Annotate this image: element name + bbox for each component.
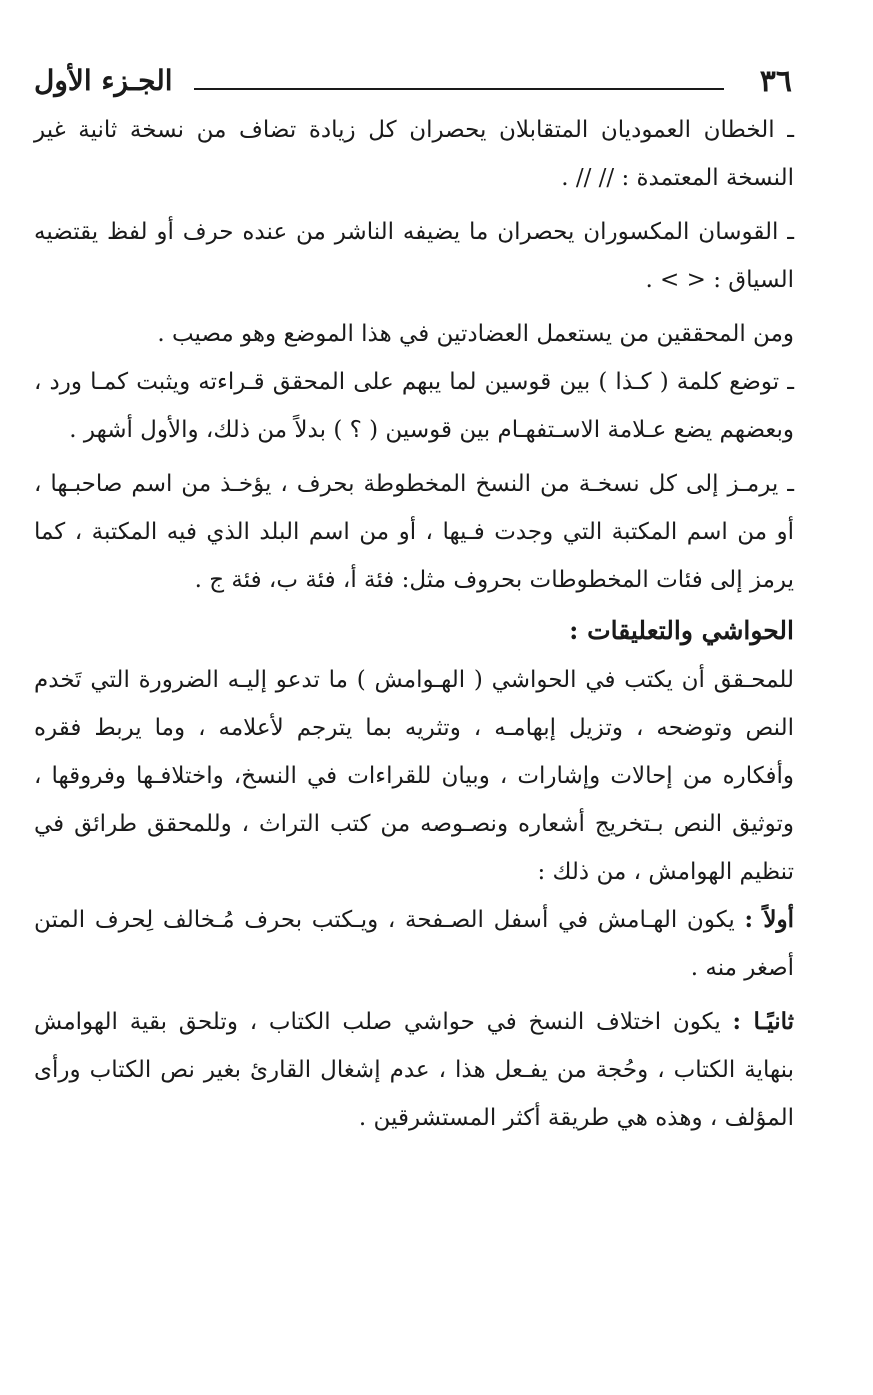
paragraph-manuscript-symbols: ـ يرمـز إلى كل نسخـة من النسخ المخطوطة بحرف ، يؤخـذ من اسم صاحبـها ، أو من اسم المكتبة التي وجدت فـيها ، أو من اسم البلد الذي فيه المكتبة ، كما يرمز إلى فئات المخطوطات بحروف مثل: فئة أ، فئة ب، فئة ج . <box>34 471 794 593</box>
first-method-lead: أولاً : <box>744 906 794 933</box>
first-method-text: يكون الهـامش في أسفل الصـفحة ، ويـكتب بحرف مُـخالف لِحرف المتن أصغر منه . <box>34 907 794 981</box>
book-page <box>34 50 794 1142</box>
paragraph-angle-brackets: ـ القوسان المكسوران يحصران ما يضيفه الناشر من عنده حرف أو لفظ يقتضيه السياق : < > . <box>34 219 794 293</box>
page-number: ٣٦ <box>759 64 792 99</box>
paragraph-second-method <box>34 998 794 1142</box>
paragraph-vertical-lines: ـ الخطان العموديان المتقابلان يحصران كل زيادة تضاف من نسخة ثانية غير النسخة المعتمدة : // // . <box>34 117 794 191</box>
second-method-lead: ثانيًـا : <box>732 1008 795 1035</box>
paragraph-footnotes-intro: للمحـقق أن يكتب في الحواشي ( الهـوامش ) ما تدعو إليـه الضرورة التي تَخدم النص وتوضحه ، وتزيل إبهامـه ، وتثريه بما يترجم لأعلامه ، وما يربط فقره وأفكاره من إحالات وإشارات ، وبيان للقراءات في النسخ، واختلافـها وفروقها ، وتوثيق النص بـتخريج أشعاره ونصـوصه من كتب التراث ، وللمحقق طرائق في تنظيم الهوامش ، من ذلك : <box>34 667 794 885</box>
paragraph-kadha: ـ توضع كلمة ( كـذا ) بين قوسين لما يبهم على المحقق قـراءته ويثبت كمـا ورد ، وبعضهم يضع عـلامة الاسـتفهـام بين قوسين ( ؟ ) بدلاً من ذلك، والأول أشهر . <box>34 369 794 443</box>
running-title: الجـزء الأول <box>34 64 173 97</box>
header-rule <box>194 88 724 90</box>
paragraph-braces-note: ومن المحققين من يستعمل العضادتين في هذا الموضع وهو مصيب . <box>157 321 794 347</box>
section-heading: الحواشي والتعليقات : <box>569 616 794 645</box>
page-header <box>34 50 794 106</box>
paragraph-first-method <box>34 896 794 992</box>
second-method-text: يكون اختلاف النسخ في حواشي صلب الكتاب ، وتلحق بقية الهوامش بنهاية الكتاب ، وحُجة من يفـعل هذا ، عدم إشغال القارئ بغير نص الكتاب ورأى المؤلف ، وهذه هي طريقة أكثر المستشرقين . <box>34 1009 794 1131</box>
